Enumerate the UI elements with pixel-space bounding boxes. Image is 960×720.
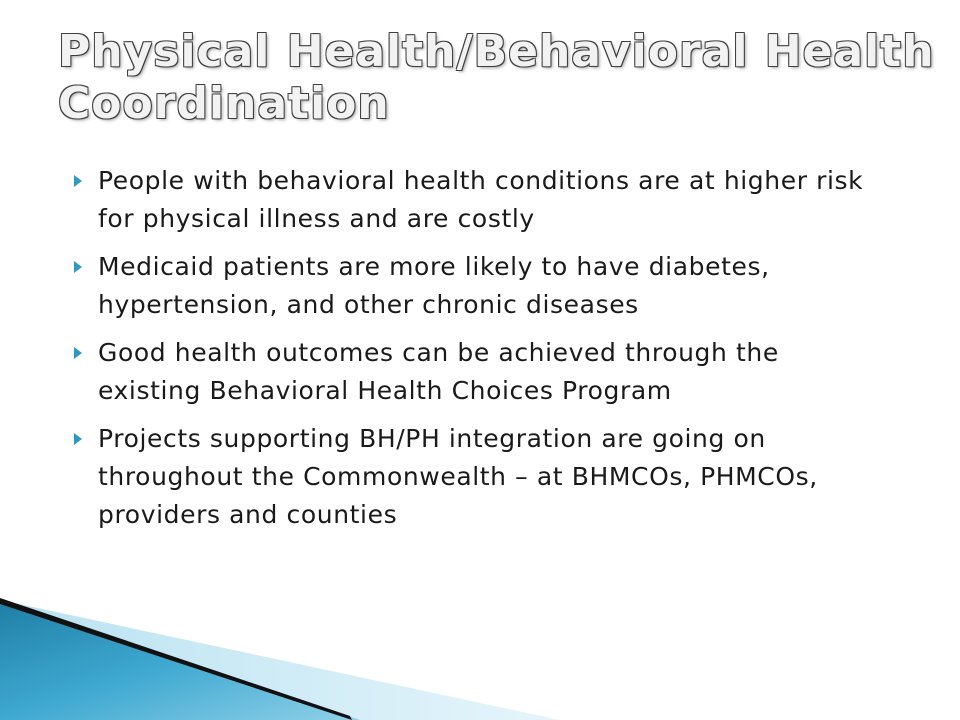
bullet-text: Projects supporting BH/PH integration are going on throughout the Commonwealth – at BHMCOs, PHMCOs, providers and counties	[98, 424, 818, 529]
bullet-text: Good health outcomes can be achieved through the existing Behavioral Health Choices Program	[98, 338, 779, 405]
bullet-text: Medicaid patients are more likely to have diabetes, hypertension, and other chronic diseases	[98, 252, 770, 319]
bullet-text: People with behavioral health conditions are at higher risk for physical illness and are costly	[98, 166, 864, 233]
slide-title: Physical Health/Behavioral Health Coordination	[58, 26, 935, 129]
